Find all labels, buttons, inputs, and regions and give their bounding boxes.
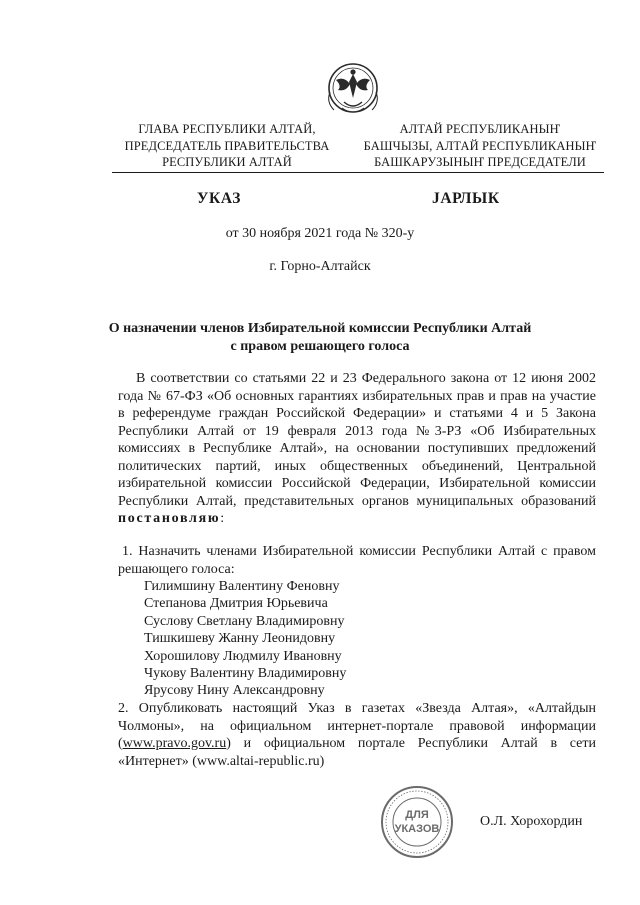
doc-type-altai: ЈАРЛЫК: [432, 190, 500, 207]
doc-type-russian: УКАЗ: [197, 190, 242, 207]
stamp-seal-icon: [379, 784, 455, 860]
item-2-text-end: ) и официальном портале Республики Алтай в сети «Интернет» (www.altai-republic.ru): [118, 736, 596, 769]
stamp-line-2: УКАЗОВ: [394, 823, 440, 835]
header-right: [352, 121, 608, 171]
appointee: Хорошилову Людмилу Ивановну: [144, 648, 342, 664]
preamble-keyword: постановляю: [118, 511, 221, 526]
stamp-line-1: ДЛЯ: [405, 809, 429, 821]
header-left-line: РЕСПУБЛИКИ АЛТАЙ: [162, 155, 292, 169]
item-1: [118, 543, 596, 578]
appointee: Суслову Светлану Владимировну: [144, 613, 345, 629]
appointee: Ярусову Нину Александровну: [144, 683, 325, 699]
preamble: [118, 370, 596, 528]
appointee: Степанова Дмитрия Юрьевича: [144, 596, 328, 612]
preamble-text: В соответствии со статьями 22 и 23 Федерального закона от 12 июня 2002 года № 67-ФЗ «Об основных гарантиях избирательных прав и прав на участие в референдуме граждан Российской Федерации» и статьями 4 и 5 Закона Республики Алтай от 19 февраля 2013 года №3-РЗ «Об Избирательных комиссиях в Республике Алтай», на основании поступивших предложений политических партий, иных общественных объединений, Центральной избирательной комиссии Российской Федерации, Избирательной комиссии Республики Алтай, представительных органов муниципальных образований: [118, 371, 596, 509]
coat-of-arms: [324, 58, 382, 124]
item-2-text: 2. Опубликовать настоящий Указ в газетах «Звезда Алтая», «Алтайдын Чолмоны», на официальном интернет-портале правовой информации (: [118, 701, 596, 751]
item-1-text: 1. Назначить членами Избирательной комиссии Республики Алтай с правом решающего голоса:: [118, 544, 596, 577]
header-left: [118, 121, 336, 171]
appointee: Гилимшину Валентину Феновну: [144, 579, 340, 594]
coat-of-arms-icon: [324, 58, 382, 124]
decree-stamp: [379, 784, 455, 860]
header-right-line: БАШЧЫЗЫ, АЛТАЙ РЕСПУБЛИКАНЫҤ: [363, 138, 597, 153]
date-line: от 30 ноября 2021 года № 320-у: [225, 226, 415, 241]
decree-title: [100, 320, 540, 356]
appointees-list: [144, 578, 346, 700]
item-2: [118, 700, 596, 770]
appointee: Тишкишеву Жанну Леонидовну: [144, 631, 336, 647]
header-right-line: АЛТАЙ РЕСПУБЛИКАНЫҤ: [399, 122, 561, 136]
header-left-line: ПРЕДСЕДАТЕЛЬ ПРАВИТЕЛЬСТВА: [124, 138, 330, 153]
signer-name: О.Л. Хорохордин: [480, 814, 583, 829]
header-divider: [112, 172, 604, 173]
preamble-end: :: [220, 511, 225, 526]
title-line: О назначении членов Избирательной комиссии Республики Алтай: [108, 321, 532, 336]
pravo-link[interactable]: www.pravo.gov.ru: [122, 736, 227, 751]
header-left-line: ГЛАВА РЕСПУБЛИКИ АЛТАЙ,: [138, 122, 316, 136]
title-line: с правом решающего голоса: [230, 339, 410, 354]
place: г. Горно-Алтайск: [269, 259, 371, 274]
appointee: Чукову Валентину Владимировну: [144, 666, 347, 682]
header-right-line: БАШКАРУЗЫНЫҤ ПРЕДСЕДАТЕЛИ: [374, 155, 586, 169]
